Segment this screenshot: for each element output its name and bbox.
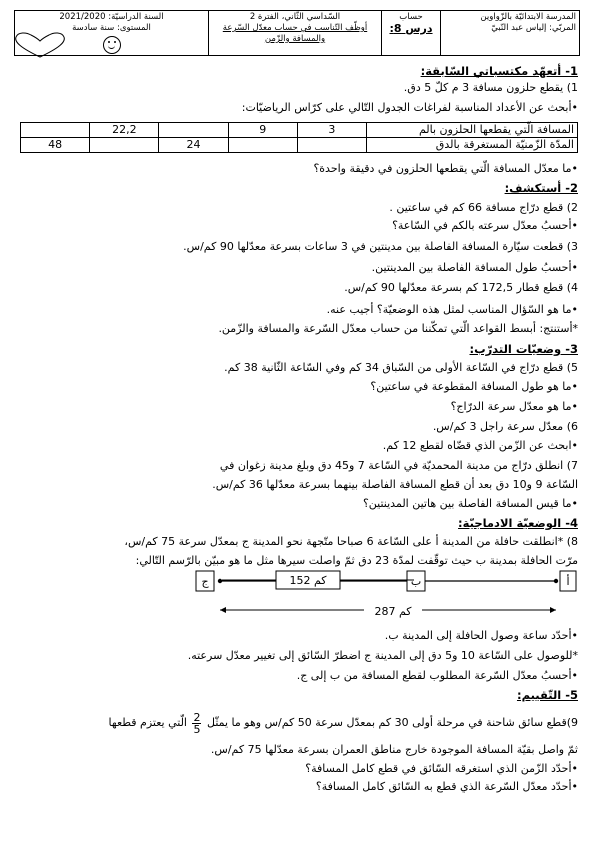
city-c-label: ج bbox=[201, 575, 209, 588]
row-label-duration: المدّة الزّمنيّة المستغرقة بالدق bbox=[367, 138, 578, 153]
header-table bbox=[14, 10, 580, 56]
route-diagram bbox=[190, 566, 580, 620]
text-line: •ما هو طول المسافة المقطوعة في ساعتين؟ bbox=[370, 380, 578, 393]
table-cell bbox=[90, 138, 159, 153]
text-line: •أحسبُ طول المسافة الفاصلة بين المدينتين. bbox=[371, 261, 578, 274]
text-line: •ابحث عن الزّمن الذي قضّاه لقطع 12 كم. bbox=[382, 439, 578, 452]
period-label: السّداسي الثّاني، الفترة 2 bbox=[249, 12, 341, 22]
subject-cell bbox=[382, 11, 441, 56]
lesson-number: درس 8: bbox=[389, 22, 433, 35]
row-label-distance: المسافة الّتي يقطعها الحلزون بالم bbox=[367, 123, 578, 138]
text-line: ثمّ واصل بقيّة المسافة الموجودة خارج مناطق العمران بسرعة معدّلها 75 كم/س. bbox=[210, 743, 578, 756]
table-cell bbox=[159, 123, 228, 138]
smiley-icon bbox=[103, 36, 121, 54]
dist-ac-label: 287 كم bbox=[374, 605, 412, 618]
snail-table bbox=[20, 122, 578, 153]
text-part: الّتي يعتزم قطعها bbox=[108, 716, 187, 729]
table-cell: 9 bbox=[228, 123, 297, 138]
section1-title: 1- أتعهّد مكتسباتي السّابقة: bbox=[420, 64, 578, 78]
text-line: •أحدّد معدّل السّرعة الذي قطع به السّائق كامل المسافة؟ bbox=[315, 780, 578, 793]
table-cell: 48 bbox=[21, 138, 90, 153]
city-b-label: ب bbox=[410, 575, 422, 588]
section1-problem: 1) يقطع حلزون مسافة 3 م كلّ 5 دق. bbox=[403, 81, 578, 94]
section4-title: 4- الوضعيّة الادماجيّة: bbox=[458, 516, 578, 530]
dist-bc-label: 152 كم bbox=[289, 574, 327, 587]
text-line: 7) انطلق درّاج من مدينة المحمديّة في السّاعة 7 و45 دق وبلغ مدينة زغوان في bbox=[219, 459, 578, 472]
text-line: 3) قطعت سيّارة المسافة الفاصلة بين مدينتين في 3 ساعات بسرعة معدّلها 90 كم/س. bbox=[183, 240, 578, 253]
section3-title: 3- وضعيّات التدرّب: bbox=[469, 342, 578, 356]
text-line: 8) *انطلقت حافلة من المدينة أ على السّاعة 6 صباحا متّجهة نحو المدينة ج بمعدّل سرعة 75 كم/س، bbox=[124, 535, 578, 548]
text-line: *للوصول على السّاعة 10 و5 دق إلى المدينة ج اضطرّ السّائق إلى تغيير معدّل سرعته. bbox=[187, 649, 578, 662]
text-line: مرّت الحافلة بمدينة ب حيث توقّفت لمدّة 23 دق ثمّ واصلت سيرها مثل ما هو مبيّن بالرّسم التّالي: bbox=[135, 554, 578, 567]
fraction-denominator: 5 bbox=[193, 722, 201, 736]
school-cell bbox=[441, 11, 580, 56]
text-part: 9)قطع سائق شاحنة في مرحلة أولى 30 كم بمعدّل سرعة 50 كم/س وهو ما يمثّل bbox=[206, 716, 578, 729]
level-label: المستوى: سنة سادسة bbox=[72, 23, 151, 33]
text-line: •أحدّد ساعة وصول الحافلة إلى المدينة ب. bbox=[384, 629, 578, 642]
table-row bbox=[21, 138, 578, 153]
school-year: السنة الدراسيّة: 2021/2020 bbox=[59, 12, 164, 22]
school-name: المدرسة الابتدائيّة بالزّواوين bbox=[480, 12, 576, 22]
text-line: •ما هو معدّل سرعة الدرّاج؟ bbox=[450, 400, 578, 413]
table-cell: 22,2 bbox=[90, 123, 159, 138]
point-a-dot bbox=[554, 579, 558, 583]
text-line: •أحسبُ معدّل السّرعة المطلوب لقطع المسافة من ب إلى ج. bbox=[296, 669, 578, 682]
text-line: •ما قيس المسافة الفاصلة بين هاتين المدينتين؟ bbox=[362, 497, 578, 510]
city-a-label: أ bbox=[566, 575, 570, 588]
table-cell: 24 bbox=[159, 138, 228, 153]
table-cell: 3 bbox=[297, 123, 366, 138]
point-c-dot bbox=[218, 579, 222, 583]
table-cell bbox=[297, 138, 366, 153]
fraction bbox=[192, 712, 201, 735]
section5-line1 bbox=[109, 710, 578, 736]
table-cell bbox=[228, 138, 297, 153]
heart-icon bbox=[11, 30, 69, 60]
arrow-ac-left-head bbox=[220, 607, 226, 613]
text-line: *أستنتج: أبسط القواعد الّتي تمكّننا من حساب معدّل السّرعة والمسافة والزّمن. bbox=[218, 322, 578, 335]
text-line: •أحدّد الزّمن الذي استغرقه السّائق في قطع كامل المسافة؟ bbox=[305, 762, 578, 775]
text-line: •أحسبُ معدّل سرعته بالكم في السّاعة؟ bbox=[392, 219, 578, 232]
teacher-name: المربّي: إلياس عبد النّبيّ bbox=[491, 23, 576, 33]
text-line: السّاعة 9 و10 دق بعد أن قطع المسافة الفاصلة بينهما بسرعة معدّلها 36 كم/س. bbox=[212, 478, 578, 491]
fraction-numerator: 2 bbox=[193, 710, 201, 724]
subject-label: حساب bbox=[399, 12, 423, 22]
lesson-title: أوظّف التّناسب في حساب معدّل السّرعة والمسافة والزّمن bbox=[222, 23, 368, 44]
text-line: 6) معدّل سرعة راجل 3 كم/س. bbox=[432, 420, 578, 433]
program-cell bbox=[209, 11, 382, 56]
table-row bbox=[21, 123, 578, 138]
text-line: •ما هو السّؤال المناسب لمثل هذه الوضعيّة؟ أجيب عنه. bbox=[326, 303, 578, 316]
text-line: 2) قطع درّاج مسافة 66 كم في ساعتين . bbox=[389, 201, 578, 214]
section5-title: 5- التّقييم: bbox=[516, 688, 578, 702]
section1-instruction: •أبحث عن الأعداد المناسبة لفراغات الجدول التّالي على كرّاس الرياضيّات: bbox=[241, 101, 578, 114]
table-cell bbox=[21, 123, 90, 138]
text-line: 5) قطع درّاج في السّاعة الأولى من السّباق 34 كم وفي السّاعة الثّانية 38 كم. bbox=[224, 361, 578, 374]
text-line: 4) قطع قطار 172,5 كم بسرعة معدّلها 90 كم/س. bbox=[344, 281, 578, 294]
arrow-ac-right-head bbox=[550, 607, 556, 613]
section2-title: 2- أستكشف: bbox=[504, 181, 578, 195]
section1-question: •ما معدّل المسافة الّتي يقطعها الحلزون في دقيقة واحدة؟ bbox=[313, 162, 578, 175]
